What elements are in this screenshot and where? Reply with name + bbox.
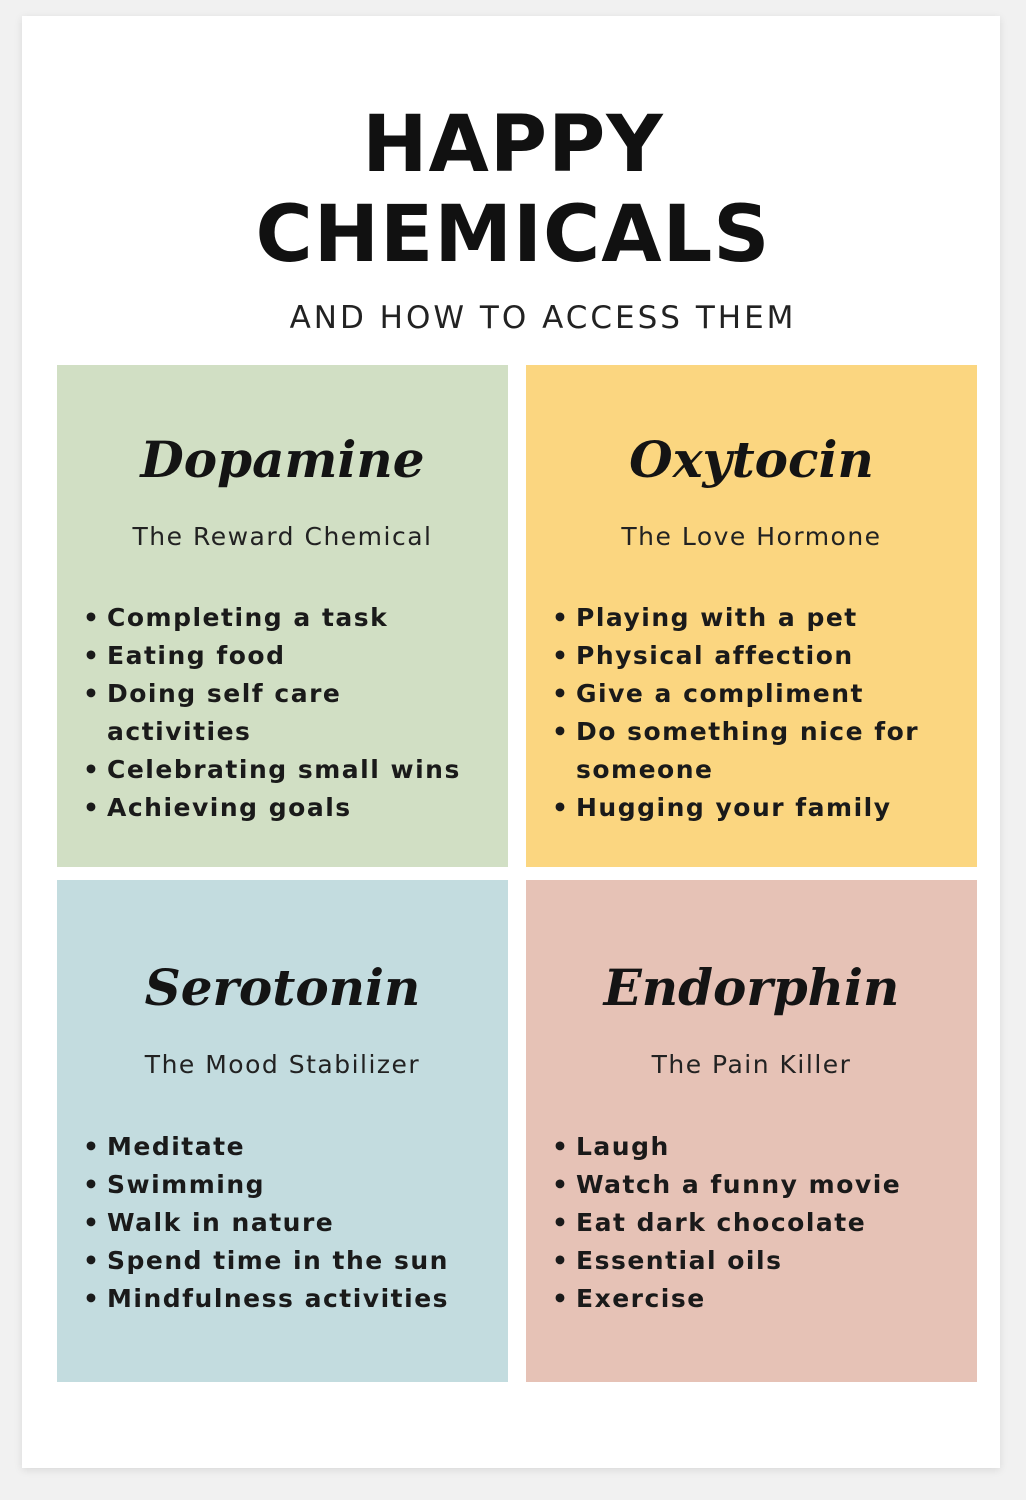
- list-item-text: Completing a task: [107, 603, 389, 632]
- bullet-icon: •: [83, 641, 101, 670]
- list-item-text: Eat dark chocolate: [576, 1208, 867, 1237]
- bullet-icon: •: [552, 1246, 570, 1275]
- bullet-icon: •: [83, 1246, 101, 1275]
- title-line-2: CHEMICALS: [255, 190, 771, 280]
- card-subtitle: The Mood Stabilizer: [144, 1050, 421, 1079]
- list-item: [79, 675, 492, 751]
- bullet-icon: •: [83, 1284, 101, 1313]
- list-item-text: Doing self care activities: [107, 679, 342, 746]
- page-subtitle: AND HOW TO ACCESS THEM: [289, 300, 797, 336]
- activity-list: [79, 599, 492, 827]
- bullet-icon: •: [83, 1132, 101, 1161]
- list-item: [548, 1280, 961, 1318]
- list-item-text: Mindfulness activities: [107, 1284, 450, 1313]
- title-line-1: HAPPY: [362, 100, 664, 190]
- bullet-icon: •: [552, 717, 570, 746]
- card-endorphin: [526, 880, 977, 1382]
- list-item: [548, 637, 961, 675]
- list-item: [548, 675, 961, 713]
- bullet-icon: •: [552, 679, 570, 708]
- list-item: [548, 1204, 961, 1242]
- list-item: [79, 1280, 492, 1318]
- card-oxytocin: [526, 365, 977, 867]
- bullet-icon: •: [552, 793, 570, 822]
- bullet-icon: •: [83, 1208, 101, 1237]
- list-item: [79, 1166, 492, 1204]
- bullet-icon: •: [552, 1132, 570, 1161]
- card-title: Oxytocin: [629, 430, 874, 489]
- bullet-icon: •: [83, 793, 101, 822]
- activity-list: [548, 1128, 961, 1318]
- card-serotonin: [57, 880, 508, 1382]
- list-item-text: Walk in nature: [107, 1208, 335, 1237]
- list-item-text: Essential oils: [576, 1246, 783, 1275]
- bullet-icon: •: [83, 755, 101, 784]
- list-item-text: Achieving goals: [107, 793, 352, 822]
- list-item-text: Do something nice for someone: [576, 717, 920, 784]
- list-item: [79, 789, 492, 827]
- list-item: [548, 1128, 961, 1166]
- list-item-text: Watch a funny movie: [576, 1170, 902, 1199]
- list-item-text: Exercise: [576, 1284, 706, 1313]
- list-item: [79, 1242, 492, 1280]
- list-item: [79, 637, 492, 675]
- list-item-text: Hugging your family: [576, 793, 892, 822]
- card-title: Serotonin: [144, 958, 421, 1017]
- card-title: Dopamine: [140, 430, 425, 489]
- list-item-text: Swimming: [107, 1170, 266, 1199]
- list-item: [79, 1204, 492, 1242]
- bullet-icon: •: [552, 1170, 570, 1199]
- bullet-icon: •: [83, 603, 101, 632]
- list-item: [548, 713, 961, 789]
- activity-list: [548, 599, 961, 827]
- list-item-text: Physical affection: [576, 641, 854, 670]
- card-subtitle: The Love Hormone: [621, 522, 882, 551]
- card-dopamine: [57, 365, 508, 867]
- bullet-icon: •: [552, 1284, 570, 1313]
- list-item-text: Meditate: [107, 1132, 246, 1161]
- list-item: [79, 599, 492, 637]
- card-subtitle: The Reward Chemical: [132, 522, 433, 551]
- list-item: [79, 1128, 492, 1166]
- bullet-icon: •: [83, 1170, 101, 1199]
- list-item: [548, 1242, 961, 1280]
- card-title: Endorphin: [603, 958, 900, 1017]
- list-item-text: Give a compliment: [576, 679, 864, 708]
- list-item: [548, 1166, 961, 1204]
- list-item-text: Laugh: [576, 1132, 670, 1161]
- bullet-icon: •: [552, 641, 570, 670]
- bullet-icon: •: [83, 679, 101, 708]
- list-item: [548, 789, 961, 827]
- list-item-text: Spend time in the sun: [107, 1246, 449, 1275]
- bullet-icon: •: [552, 603, 570, 632]
- list-item: [79, 751, 492, 789]
- card-subtitle: The Pain Killer: [651, 1050, 852, 1079]
- list-item: [548, 599, 961, 637]
- list-item-text: Celebrating small wins: [107, 755, 461, 784]
- list-item-text: Eating food: [107, 641, 286, 670]
- list-item-text: Playing with a pet: [576, 603, 858, 632]
- bullet-icon: •: [552, 1208, 570, 1237]
- activity-list: [79, 1128, 492, 1318]
